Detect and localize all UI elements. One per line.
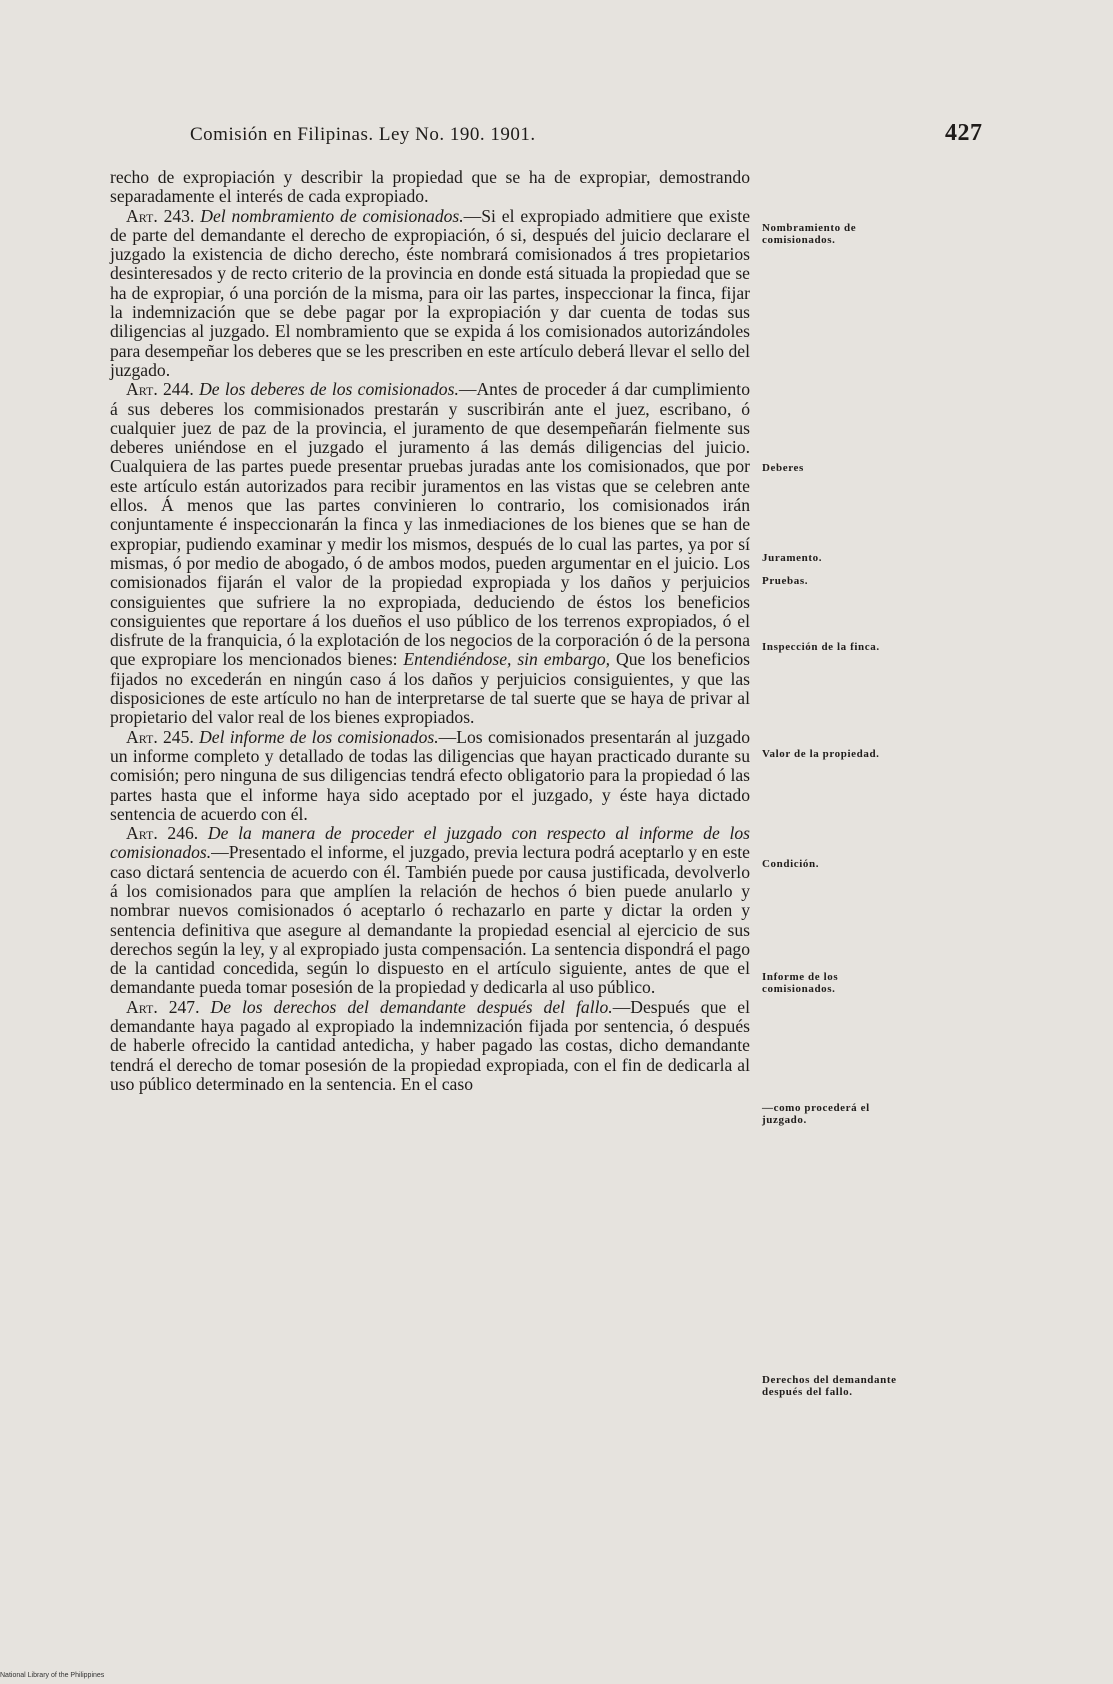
margin-note: Derechos del demandante después del fallo. xyxy=(762,1374,897,1398)
article-244 xyxy=(110,380,750,727)
article-number: Art. 243. xyxy=(126,205,195,226)
article-title: De los derechos del demandante después del fallo. xyxy=(210,996,613,1017)
article-number: Art. 246. xyxy=(126,823,199,844)
article-246 xyxy=(110,824,750,998)
article-247 xyxy=(110,998,750,1094)
article-number: Art. 245. xyxy=(126,726,194,747)
article-text: —Después que el demandante haya pagado al expropiado la indemnización fijada por sentencia, ó después de haberle ofrecido la cantidad antedicha, y haber pagado las costas, dicho demandante tendrá el derecho de tomar posesión de la propiedad expropiada, con el fin de dedicarla al uso público determinado en la sentencia. En el caso xyxy=(110,996,750,1094)
article-text-continued: Que los beneficios fijados no excederán en ningún caso á los daños y perjuicios consiguientes, y que las disposiciones de este artículo no han de interpretarse de tal suerte que se haya de privar al propietario del valor real de los bienes expropiados. xyxy=(110,649,750,728)
article-text: —Los comisionados presentarán al juzgado un informe completo y detallado de todas las diligencias que hayan practicado durante su comisión; pero ninguna de sus diligencias tendrá efecto obligatorio para la propiedad ó las partes hasta que el informe haya sido aceptado por el juzgado, y éste haya dictado sentencia de acuerdo con él. xyxy=(110,726,751,824)
margin-note: Condición. xyxy=(762,858,820,870)
margin-note: Nombramiento de comisionados. xyxy=(762,222,857,246)
article-number: Art. 244. xyxy=(126,379,194,400)
article-title: Del nombramiento de comisionados. xyxy=(200,205,464,226)
article-title: Del informe de los comisionados. xyxy=(199,726,439,747)
article-text: —Antes de proceder á dar cumplimiento á sus deberes los commisionados prestarán y suscribirán ante el juez, escribano, ó cualquier juez de paz de la provincia, el juramento de que desempeñarán fielmente sus deberes uniéndose en el juzgado el juramento á las demás diligencias del juicio. Cualquiera de las partes puede presentar pruebas juradas ante los comisionados, que por este artículo están autorizados para recibir juramentos en las vistas que se celebren ante ellos. Á menos que las partes convinieren lo contrario, los comisionados irán conjuntamente é inspeccionarán la finca y las inmediaciones de los bienes que se han de expropiar, pudiendo examinar y medir los mismos, después de lo cual las partes, ya por sí mismas, ó por medio de abogado, ó de ambos modos, pueden argumentar en el juicio. Los comisionados fijarán el valor de la propiedad expropiada y los daños y perjuicios consiguientes que sufriere la no expropiada, deduciendo de éstos los beneficios consiguientes que reportare á los dueños el uso público de los terrenos expropiados, ó el disfrute de la franquicia, ó la explotación de los negocios de la corporación ó de la persona que expropiare los mencionados bienes: xyxy=(110,379,750,670)
margin-note: Informe de los comisionados. xyxy=(762,971,839,995)
article-italic: Entendiéndose, sin embargo, xyxy=(403,649,611,670)
margin-note: Valor de la propiedad. xyxy=(762,748,880,760)
running-title: Comisión en Filipinas. Ley No. 190. 1901. xyxy=(190,124,536,145)
article-text: —Presentado el informe, el juzgado, previa lectura podrá aceptarlo y en este caso dictará sentencia de acuerdo con él. También puede por causa justificada, devolverlo á los comisionados para que amplíen la relación de hechos ó bien puede anularlo y nombrar nuevos comisionados ó aceptarlo ó rechazarlo en parte y dictar la orden y sentencia definitiva que asegure al demandante la propiedad esencial al ejercicio de sus derechos según la ley, y al expropiado justa compensación. La sentencia dispondrá el pago de la cantidad concedida, según lo dispuesto en el artículo siguiente, antes de que el demandante pueda tomar posesión de la propiedad y dedicarla al uso público. xyxy=(110,842,750,998)
page-number: 427 xyxy=(945,120,983,146)
body-text xyxy=(110,168,750,1094)
article-243 xyxy=(110,207,750,381)
article-text: —Si el expropiado admitiere que existe de parte del demandante el derecho de expropiación, ó si, después del juicio declarare el juzgado la existencia de dicho derecho, éste nombrará comisionados á tres propietarios desinteresados y de recto criterio de la provincia en donde está situada la propiedad que se ha de expropiar, ó una porción de la misma, para oir las partes, inspeccionar la finca, fijar la indemnización que se debe pagar por la expropiación y dar cuenta de todas sus diligencias al juzgado. El nombramiento que se expida á los comisionados autorizándoles para desempeñar los deberes que se les prescriben en este artículo deberá llevar el sello del juzgado. xyxy=(110,205,750,380)
article-title: De los deberes de los comisionados. xyxy=(199,379,459,400)
paragraph: recho de expropiación y describir la propiedad que se ha de expropiar, demostrando separadamente el interés de cada expropiado. xyxy=(110,167,750,207)
margin-note: Pruebas. xyxy=(762,575,809,587)
article-number: Art. 247. xyxy=(126,996,200,1017)
article-245 xyxy=(110,728,750,824)
margin-note: Inspección de la finca. xyxy=(762,641,880,653)
margin-note: Juramento. xyxy=(762,552,823,564)
article-title: De la manera de proceder el juzgado con respecto al informe de los comisionados. xyxy=(110,823,750,863)
margin-note: —como procederá el juzgado. xyxy=(762,1102,870,1126)
margin-note: Deberes xyxy=(762,462,804,474)
scan-footer: National Library of the Philippines xyxy=(0,1672,105,1679)
